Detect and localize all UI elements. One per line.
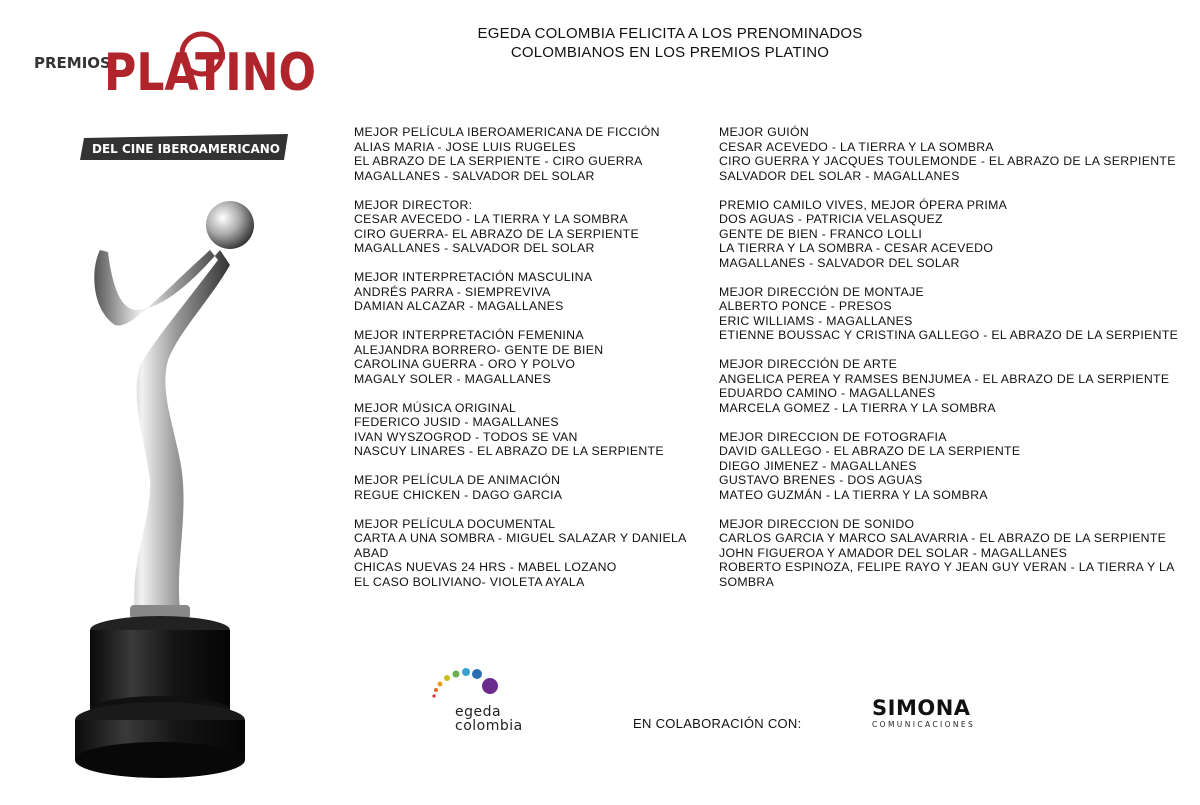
category-title: MEJOR INTERPRETACIÓN FEMENINA [354,328,584,342]
nominee-line: JOHN FIGUEROA Y AMADOR DEL SOLAR - MAGALLANES [719,545,1068,560]
nominee-line: CESAR AVECEDO - LA TIERRA Y LA SOMBRA [354,212,628,226]
premios-platino-logo [26,28,326,168]
nominee-line: DIEGO JIMENEZ - MAGALLANES [719,458,917,473]
nominee-line: EDUARDO CAMINO - MAGALLANES [719,386,936,400]
award-category [354,270,699,314]
nominee-line: ROBERTO ESPINOZA, FELIPE RAYO Y JEAN GUY VERAN - LA TIERRA Y LA SOMBRA [719,560,1174,589]
header-line-2: COLOMBIANOS EN LOS PREMIOS PLATINO [510,44,830,61]
egeda-wordmark-line-2: colombia [455,718,523,734]
nominee-line: REGUE CHICKEN - DAGO GARCIA [354,487,563,502]
nominee-line: GENTE DE BIEN - FRANCO LOLLI [719,226,923,241]
nominee-line: FEDERICO JUSID - MAGALLANES [354,415,559,429]
nominee-line: CIRO GUERRA Y JACQUES TOULEMONDE - EL ABRAZO DE LA SERPIENTE [719,154,1176,168]
nominee-line: CARLOS GARCIA Y MARCO SALAVARRIA - EL ABRAZO DE LA SERPIENTE [719,531,1167,545]
category-title: MEJOR DIRECCION DE FOTOGRAFIA [719,429,947,444]
egeda-wordmark [455,705,523,733]
category-title: MEJOR DIRECCIÓN DE ARTE [719,357,898,371]
nominee-line: ALBERTO PONCE - PRESOS [719,299,892,313]
nominee-line: ERIC WILLIAMS - MAGALLANES [719,313,913,328]
logo-platino-text: PLATINO [104,43,316,103]
nominee-line: ETIENNE BOUSSAC Y CRISTINA GALLEGO - EL ABRAZO DE LA SERPIENTE [719,328,1179,342]
logo-premios-text: PREMIOS [34,54,111,72]
category-title: MEJOR INTERPRETACIÓN MASCULINA [354,270,593,284]
award-category [354,198,699,256]
award-category [719,517,1189,590]
category-title: MEJOR PELÍCULA DE ANIMACIÓN [354,473,561,487]
simona-name: SIMONA [872,696,971,720]
egeda-wordmark-line-1: egeda [455,704,502,720]
nominee-line: DAVID GALLEGO - EL ABRAZO DE LA SERPIENTE [719,444,1021,458]
award-category [719,357,1189,415]
header-line-1: EGEDA COLOMBIA FELICITA A LOS PRENOMINADOS [477,25,863,42]
nominee-line: CAROLINA GUERRA - ORO Y POLVO [354,357,576,371]
logo-subtitle-text: DEL CINE IBEROAMERICANO [92,142,280,156]
nominee-line: CESAR ACEVEDO - LA TIERRA Y LA SOMBRA [719,139,994,154]
nominee-line: IVAN WYSZOGROD - TODOS SE VAN [354,429,578,444]
nominee-line: MAGALLANES - SALVADOR DEL SOLAR [354,168,595,183]
nominee-line: SALVADOR DEL SOLAR - MAGALLANES [719,168,960,183]
simona-subtitle: COMUNICACIONES [872,720,976,729]
nominee-line: CIRO GUERRA- EL ABRAZO DE LA SERPIENTE [354,226,639,241]
platino-trophy-image [60,190,280,790]
award-category [354,517,699,590]
simona-comunicaciones-logo [872,697,975,729]
category-title: MEJOR DIRECCION DE SONIDO [719,516,915,531]
award-category [354,328,699,386]
nominee-line: EL CASO BOLIVIANO- VIOLETA AYALA [354,574,585,589]
category-title: MEJOR GUIÓN [719,125,810,139]
nominee-line: NASCUY LINARES - EL ABRAZO DE LA SERPIENTE [354,444,664,458]
nominee-line: EL ABRAZO DE LA SERPIENTE - CIRO GUERRA [354,154,643,168]
nominee-line: MAGALY SOLER - MAGALLANES [354,371,552,386]
page-header [440,24,900,62]
award-category [354,401,699,459]
nominee-line: DAMIAN ALCAZAR - MAGALLANES [354,299,564,313]
award-category [719,198,1189,271]
nominee-line: CARTA A UNA SOMBRA - MIGUEL SALAZAR Y DANIELA ABAD [354,531,686,560]
nominee-line: DOS AGUAS - PATRICIA VELASQUEZ [719,212,943,226]
collaboration-text: EN COLABORACIÓN CON: [633,716,802,731]
award-category [354,125,699,183]
nominee-line: LA TIERRA Y LA SOMBRA - CESAR ACEVEDO [719,241,994,255]
nominee-line: MAGALLANES - SALVADOR DEL SOLAR [719,255,960,270]
category-title: PREMIO CAMILO VIVES, MEJOR ÓPERA PRIMA [719,197,1008,212]
nominee-line: ALIAS MARIA - JOSE LUIS RUGELES [354,139,576,154]
award-category [719,285,1189,343]
nominee-line: GUSTAVO BRENES - DOS AGUAS [719,473,923,487]
nominee-line: MARCELA GOMEZ - LA TIERRA Y LA SOMBRA [719,400,996,415]
nominee-line: MATEO GUZMÁN - LA TIERRA Y LA SOMBRA [719,487,988,502]
category-title: MEJOR PELÍCULA IBEROAMERICANA DE FICCIÓN [354,125,660,139]
nominee-line: ANDRÉS PARRA - SIEMPREVIVA [354,284,551,299]
category-title: MEJOR DIRECTOR: [354,197,473,212]
nominee-line: ALEJANDRA BORRERO- GENTE DE BIEN [354,342,604,357]
category-title: MEJOR MÚSICA ORIGINAL [354,400,517,415]
nominee-line: CHICAS NUEVAS 24 HRS - MABEL LOZANO [354,560,617,574]
nominee-line: ANGELICA PEREA Y RAMSES BENJUMEA - EL ABRAZO DE LA SERPIENTE [719,371,1170,386]
award-category [719,430,1189,503]
category-title: MEJOR PELÍCULA DOCUMENTAL [354,516,556,531]
nominees-right-column [719,125,1189,604]
award-category [354,473,699,502]
award-category [719,125,1189,183]
nominees-left-column [354,125,699,604]
nominee-line: MAGALLANES - SALVADOR DEL SOLAR [354,241,595,255]
category-title: MEJOR DIRECCIÓN DE MONTAJE [719,284,925,299]
